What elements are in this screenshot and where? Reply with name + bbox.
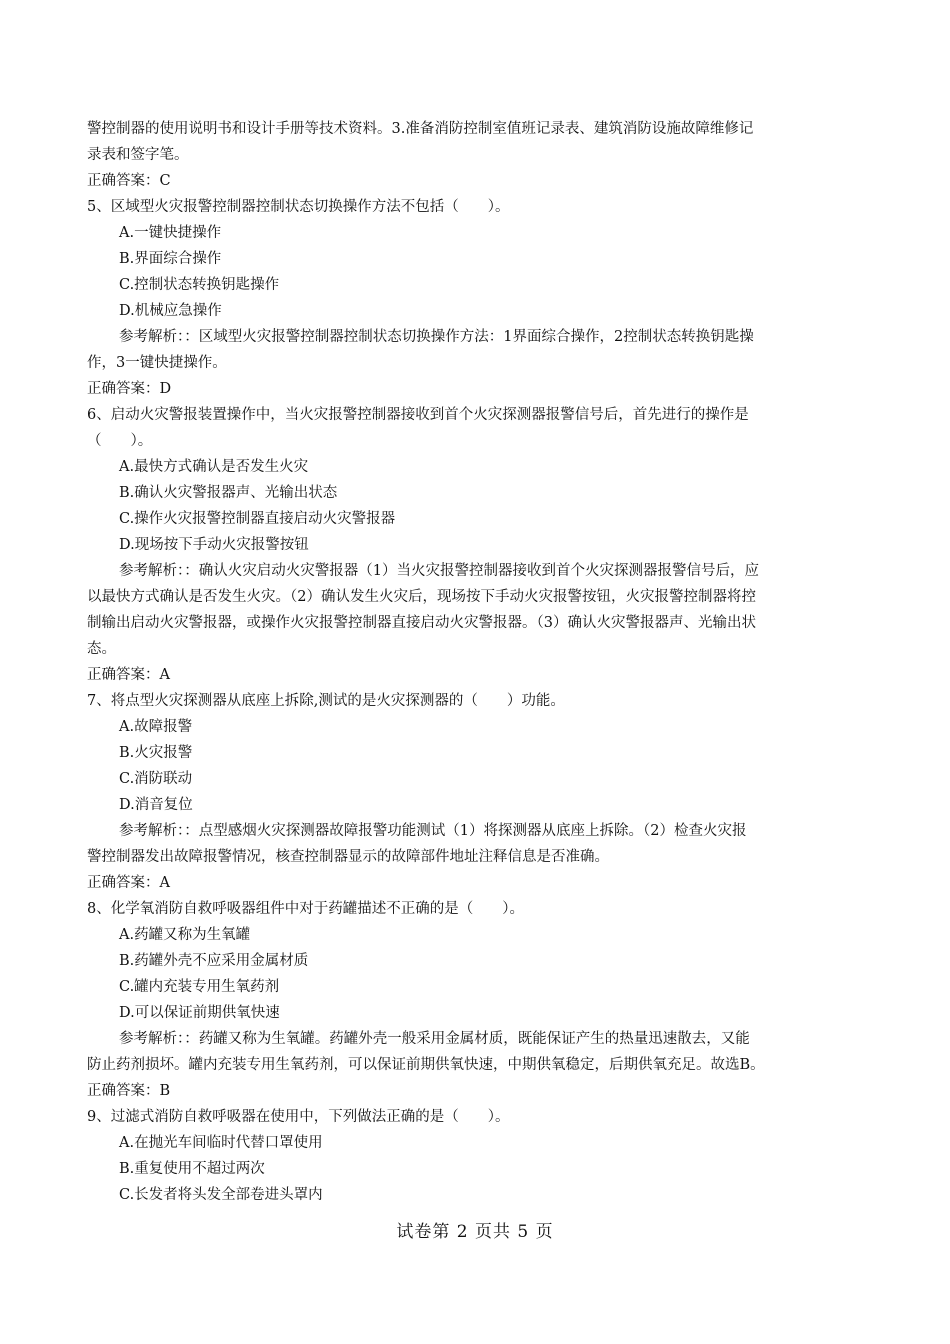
page-footer: 试卷第 2 页共 5 页 xyxy=(396,1222,554,1242)
text-line: 警控制器的使用说明书和设计手册等技术资料。3.准备消防控制室值班记录表、建筑消防设施故障维修记 xyxy=(87,121,754,137)
text-line: 8、化学氧消防自救呼吸器组件中对于药罐描述不正确的是（ ）。 xyxy=(87,901,524,917)
answer-option: D.消音复位 xyxy=(119,797,193,813)
text-line: 5、区域型火灾报警控制器控制状态切换操作方法不包括（ ）。 xyxy=(87,199,510,215)
answer-option: A.故障报警 xyxy=(119,719,193,735)
answer-option: B.药罐外壳不应采用金属材质 xyxy=(119,953,309,969)
text-line: （ ）。 xyxy=(87,433,153,449)
answer-option: C.长发者将头发全部卷进头罩内 xyxy=(119,1187,323,1203)
text-line: 正确答案：A xyxy=(87,667,170,683)
text-line: 9、过滤式消防自救呼吸器在使用中，下列做法正确的是（ ）。 xyxy=(87,1109,510,1125)
text-line: 6、启动火灾警报装置操作中，当火灾报警控制器接收到首个火灾探测器报警信号后，首先进行的操作是 xyxy=(87,407,749,423)
text-line: 正确答案：D xyxy=(87,381,172,397)
text-line: 制输出启动火灾警报器，或操作火灾报警控制器直接启动火灾警报器。（3）确认火灾警报器声、光输出状 xyxy=(87,615,756,631)
answer-option: B.确认火灾警报器声、光输出状态 xyxy=(119,485,338,501)
answer-option: C.消防联动 xyxy=(119,771,193,787)
explanation-line: 参考解析：：确认火灾启动火灾警报器（1）当火灾报警控制器接收到首个火灾探测器报警信号后，应 xyxy=(119,563,759,579)
text-line: 警控制器发出故障报警情况，核查控制器显示的故障部件地址注释信息是否准确。 xyxy=(87,849,609,865)
text-line: 态。 xyxy=(87,641,116,657)
answer-option: D.可以保证前期供氧快速 xyxy=(119,1005,280,1021)
explanation-line: 参考解析：：区域型火灾报警控制器控制状态切换操作方法：1界面综合操作，2控制状态转换钥匙操 xyxy=(119,329,754,345)
answer-option: A.最快方式确认是否发生火灾 xyxy=(119,459,309,475)
text-line: 正确答案：A xyxy=(87,875,170,891)
answer-option: C.控制状态转换钥匙操作 xyxy=(119,277,280,293)
answer-option: B.重复使用不超过两次 xyxy=(119,1161,265,1177)
document-body xyxy=(87,116,867,1208)
text-line: 正确答案：C xyxy=(87,173,171,189)
text-line: 7、将点型火灾探测器从底座上拆除,测试的是火灾探测器的（ ）功能。 xyxy=(87,693,565,709)
text-line: 以最快方式确认是否发生火灾。（2）确认发生火灾后，现场按下手动火灾报警按钮，火灾报警控制器将控 xyxy=(87,589,756,605)
text-line: 正确答案：B xyxy=(87,1083,171,1099)
text-line: 防止药剂损坏。罐内充装专用生氧药剂，可以保证前期供氧快速，中期供氧稳定，后期供氧充足。故选B。 xyxy=(87,1057,765,1073)
answer-option: B.火灾报警 xyxy=(119,745,193,761)
answer-option: D.机械应急操作 xyxy=(119,303,222,319)
text-line: 作，3一键快捷操作。 xyxy=(87,355,227,371)
answer-option: A.药罐又称为生氧罐 xyxy=(119,927,251,943)
answer-option: A.一键快捷操作 xyxy=(119,225,222,241)
answer-option: A.在抛光车间临时代替口罩使用 xyxy=(119,1135,323,1151)
answer-option: C.罐内充装专用生氧药剂 xyxy=(119,979,280,995)
explanation-line: 参考解析：：药罐又称为生氧罐。药罐外壳一般采用金属材质，既能保证产生的热量迅速散去，又能 xyxy=(119,1031,750,1047)
text-line: 录表和签字笔。 xyxy=(87,147,189,163)
answer-option: D.现场按下手动火灾报警按钮 xyxy=(119,537,309,553)
explanation-line: 参考解析：：点型感烟火灾探测器故障报警功能测试（1）将探测器从底座上拆除。（2）检查火灾报 xyxy=(119,823,747,839)
answer-option: B.界面综合操作 xyxy=(119,251,222,267)
answer-option: C.操作火灾报警控制器直接启动火灾警报器 xyxy=(119,511,396,527)
